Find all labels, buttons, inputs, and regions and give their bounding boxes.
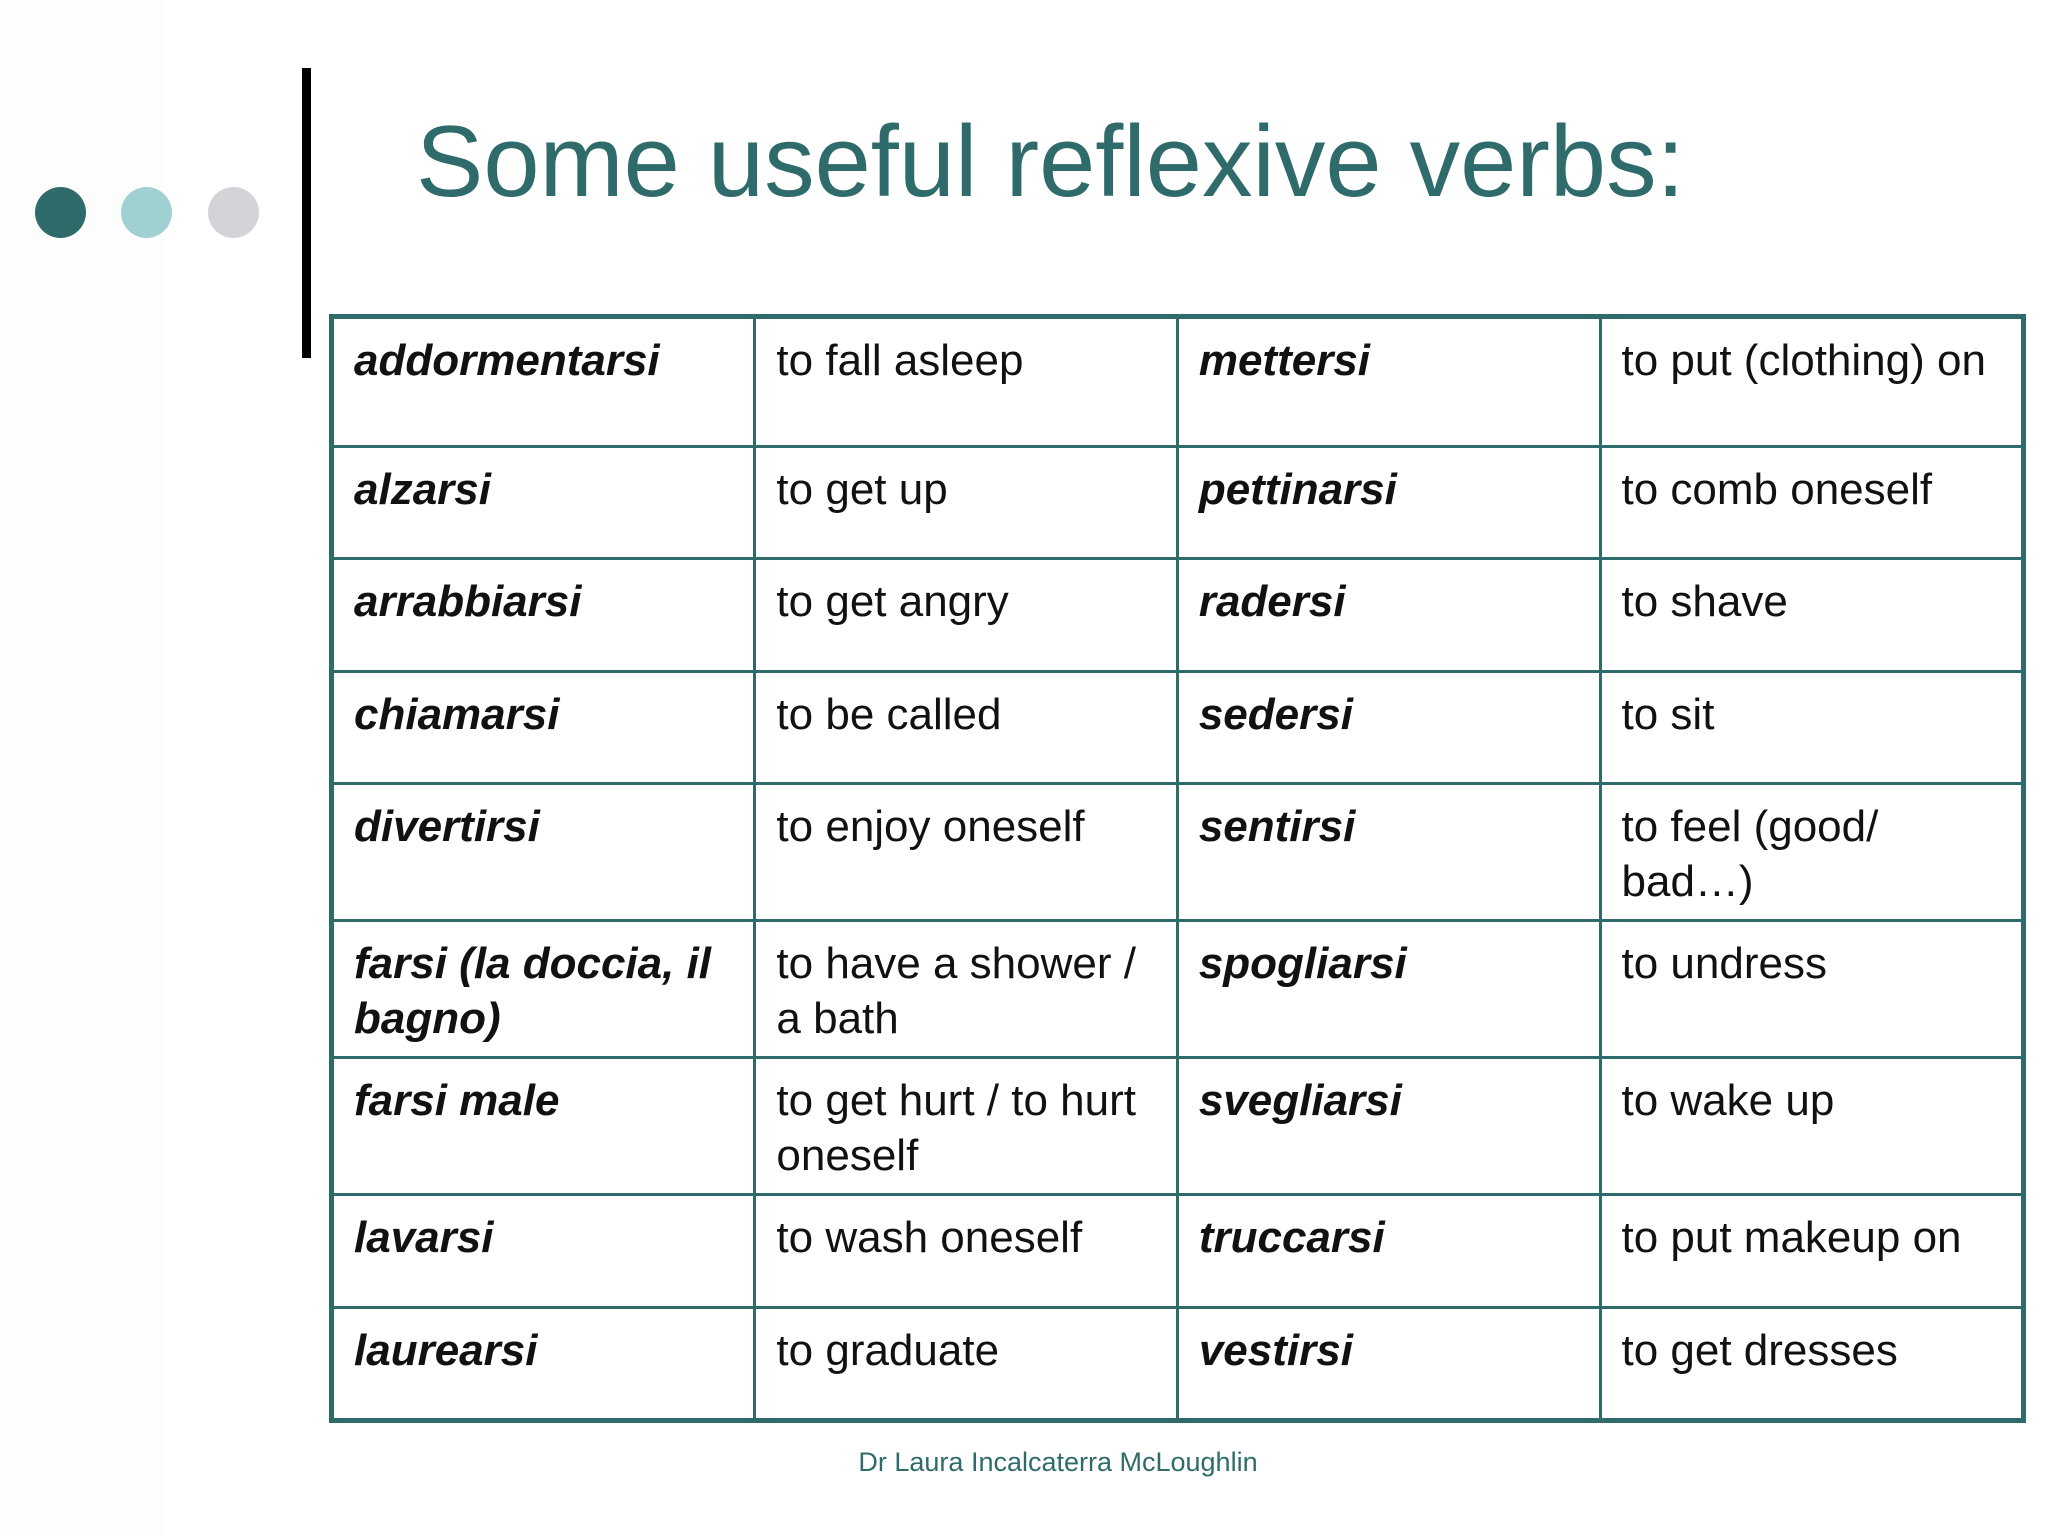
verb-cell: lavarsi: [332, 1195, 755, 1308]
verb-cell: farsi male: [332, 1058, 755, 1195]
verb-cell: arrabbiarsi: [332, 559, 755, 672]
meaning-cell: to be called: [755, 672, 1177, 784]
meaning-cell: to sit: [1600, 672, 2024, 784]
verb-cell: svegliarsi: [1177, 1058, 1600, 1195]
table-row: [332, 1058, 2024, 1195]
meaning-cell: to get up: [755, 447, 1177, 559]
reflexive-verbs-table: [329, 314, 2026, 1423]
table-row: [332, 559, 2024, 672]
meaning-cell: to graduate: [755, 1308, 1177, 1421]
meaning-cell: to get dresses: [1600, 1308, 2024, 1421]
meaning-cell: to put (clothing) on: [1600, 317, 2024, 447]
table-row: [332, 784, 2024, 921]
verb-cell: alzarsi: [332, 447, 755, 559]
table-row: [332, 672, 2024, 784]
meaning-cell: to wake up: [1600, 1058, 2024, 1195]
verb-cell: laurearsi: [332, 1308, 755, 1421]
decorative-dot-dark: [35, 187, 86, 238]
title-divider-bar: [302, 68, 311, 358]
table-row: [332, 921, 2024, 1058]
verb-cell: addormentarsi: [332, 317, 755, 447]
table-row: [332, 1195, 2024, 1308]
table-row: [332, 317, 2024, 447]
table-row: [332, 1308, 2024, 1421]
verb-cell: pettinarsi: [1177, 447, 1600, 559]
verb-cell: spogliarsi: [1177, 921, 1600, 1058]
verb-cell: truccarsi: [1177, 1195, 1600, 1308]
verb-cell: mettersi: [1177, 317, 1600, 447]
meaning-cell: to feel (good/ bad…): [1600, 784, 2024, 921]
meaning-cell: to fall asleep: [755, 317, 1177, 447]
verb-cell: sentirsi: [1177, 784, 1600, 921]
meaning-cell: to get hurt / to hurt oneself: [755, 1058, 1177, 1195]
meaning-cell: to undress: [1600, 921, 2024, 1058]
slide-footer-author: Dr Laura Incalcaterra McLoughlin: [858, 1447, 1258, 1477]
meaning-cell: to get angry: [755, 559, 1177, 672]
meaning-cell: to enjoy oneself: [755, 784, 1177, 921]
meaning-cell: to shave: [1600, 559, 2024, 672]
slide-title: Some useful reflexive verbs:: [416, 106, 1685, 218]
meaning-cell: to wash oneself: [755, 1195, 1177, 1308]
verb-cell: divertirsi: [332, 784, 755, 921]
meaning-cell: to comb oneself: [1600, 447, 2024, 559]
meaning-cell: to have a shower / a bath: [755, 921, 1177, 1058]
verb-cell: sedersi: [1177, 672, 1600, 784]
verb-cell: farsi (la doccia, il bagno): [332, 921, 755, 1058]
meaning-cell: to put makeup on: [1600, 1195, 2024, 1308]
verb-cell: chiamarsi: [332, 672, 755, 784]
decorative-dot-light: [121, 187, 172, 238]
decorative-dot-gray: [208, 187, 259, 238]
verb-cell: radersi: [1177, 559, 1600, 672]
table-row: [332, 447, 2024, 559]
verb-cell: vestirsi: [1177, 1308, 1600, 1421]
